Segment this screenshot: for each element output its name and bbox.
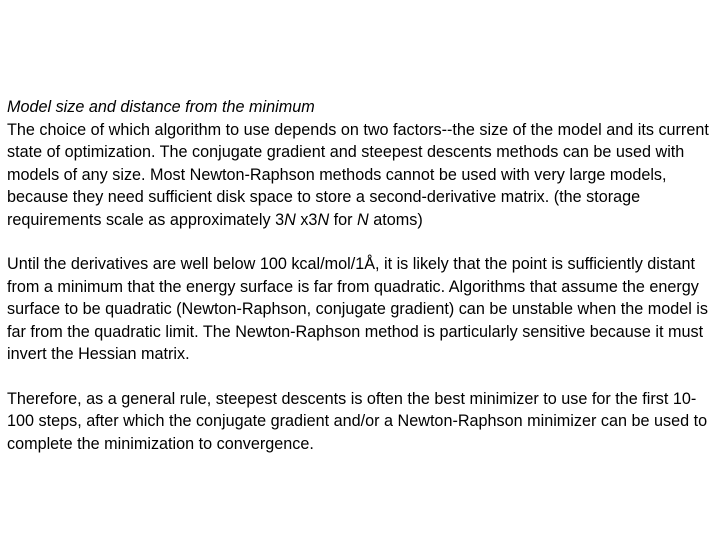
variable-n: N [284,210,296,229]
model-size-text-d: atoms) [368,210,423,229]
variable-n: N [317,210,330,229]
section-heading: Model size and distance from the minimum [7,98,315,116]
model-size-text-b: x3 [295,210,318,229]
paragraph-derivatives: Until the derivatives are well below 100 kcal/mol/1Å, it is likely that the point is sufficiently distant from a minimum that the energy surface is far from quadratic. Algorithms that assume the energy surface to be quadratic (Newton-Raphson, conjugate gradient) can be unstable when the model is far from the quadratic limit. The Newton-Raphson method is particularly sensitive because it must invert the Hessian matrix. [7,255,708,363]
paragraph-general-rule: Therefore, as a general rule, steepest descents is often the best minimizer to use for the first 10-100 steps, after which the conjugate gradient and/or a Newton-Raphson minimizer can be used to complete the minimization to convergence. [7,389,708,453]
slide-text-body [7,96,717,455]
paragraph-model-size [7,96,717,231]
variable-n: N [357,210,369,229]
model-size-text [7,119,717,232]
model-size-text-a: The choice of which algorithm to use depends on two factors--the size of the model and its current state of optimization. The conjugate gradient and steepest descents methods can be used with models of any size. Most Newton-Raphson methods cannot be used with very large models, because they need sufficient disk space to store a second-derivative matrix. (the storage requirements scale as approximately 3 [7,120,709,229]
model-size-text-c: for [329,210,358,229]
